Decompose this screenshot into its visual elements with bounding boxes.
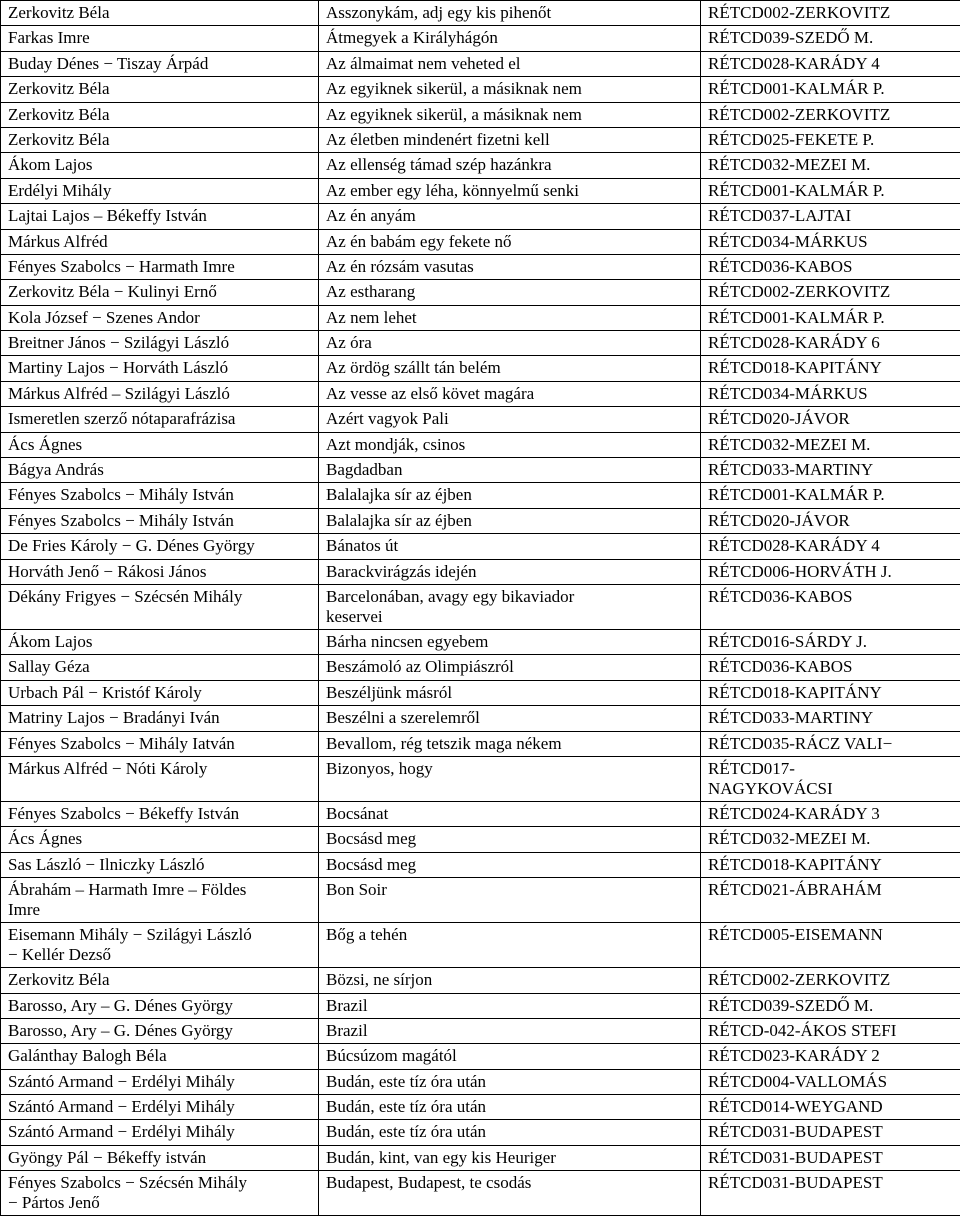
album-code-cell: RÉTCD032-MEZEI M. bbox=[701, 153, 960, 178]
album-code-cell: RÉTCD002-ZERKOVITZ bbox=[701, 102, 960, 127]
composer-lyricist-cell: Zerkovitz Béla bbox=[1, 102, 319, 127]
composer-lyricist-cell: Bágya András bbox=[1, 458, 319, 483]
album-code-cell: RÉTCD-042-ÁKOS STEFI bbox=[701, 1018, 960, 1043]
album-code-cell: RÉTCD031-BUDAPEST bbox=[701, 1145, 960, 1170]
album-code-cell: RÉTCD024-KARÁDY 3 bbox=[701, 801, 960, 826]
song-title-cell: Brazil bbox=[319, 1018, 701, 1043]
composer-lyricist-cell: Martiny Lajos − Horváth László bbox=[1, 356, 319, 381]
album-code-cell: RÉTCD023-KARÁDY 2 bbox=[701, 1044, 960, 1069]
album-code-cell: RÉTCD020-JÁVOR bbox=[701, 407, 960, 432]
composer-lyricist-cell: Farkas Imre bbox=[1, 26, 319, 51]
table-row bbox=[1, 629, 960, 654]
album-code-cell: RÉTCD016-SÁRDY J. bbox=[701, 629, 960, 654]
composer-lyricist-cell: Zerkovitz Béla bbox=[1, 968, 319, 993]
table-row bbox=[1, 1145, 960, 1170]
composer-lyricist-cell: Márkus Alfréd bbox=[1, 229, 319, 254]
album-code-cell: RÉTCD018-KAPITÁNY bbox=[701, 680, 960, 705]
album-code-cell: RÉTCD001-KALMÁR P. bbox=[701, 178, 960, 203]
album-code-cell: RÉTCD035-RÁCZ VALI− bbox=[701, 731, 960, 756]
song-title-cell: Brazil bbox=[319, 993, 701, 1018]
song-title-cell: Az egyiknek sikerül, a másiknak nem bbox=[319, 77, 701, 102]
table-row bbox=[1, 407, 960, 432]
composer-lyricist-cell: Zerkovitz Béla bbox=[1, 1, 319, 26]
table-row bbox=[1, 1095, 960, 1120]
table-row bbox=[1, 655, 960, 680]
table-row bbox=[1, 559, 960, 584]
song-title-cell: Asszonykám, adj egy kis pihenőt bbox=[319, 1, 701, 26]
table-row bbox=[1, 923, 960, 968]
table-row bbox=[1, 77, 960, 102]
table-row bbox=[1, 1044, 960, 1069]
composer-lyricist-cell: Márkus Alfréd – Szilágyi László bbox=[1, 381, 319, 406]
table-row bbox=[1, 852, 960, 877]
table-row bbox=[1, 534, 960, 559]
composer-lyricist-cell: Fényes Szabolcs − Harmath Imre bbox=[1, 254, 319, 279]
album-code-cell: RÉTCD021-ÁBRAHÁM bbox=[701, 878, 960, 923]
song-title-cell: Az estharang bbox=[319, 280, 701, 305]
table-row bbox=[1, 968, 960, 993]
table-row bbox=[1, 827, 960, 852]
song-title-cell: Bözsi, ne sírjon bbox=[319, 968, 701, 993]
table-row bbox=[1, 508, 960, 533]
table-row bbox=[1, 26, 960, 51]
composer-lyricist-cell: Urbach Pál − Kristóf Károly bbox=[1, 680, 319, 705]
table-row bbox=[1, 1171, 960, 1216]
song-title-cell: Bizonyos, hogy bbox=[319, 756, 701, 801]
composer-lyricist-cell: Zerkovitz Béla bbox=[1, 127, 319, 152]
table-row bbox=[1, 1069, 960, 1094]
album-code-cell: RÉTCD004-VALLOMÁS bbox=[701, 1069, 960, 1094]
song-title-cell: Barcelonában, avagy egy bikaviador keservei bbox=[319, 584, 701, 629]
composer-lyricist-cell: Szántó Armand − Erdélyi Mihály bbox=[1, 1120, 319, 1145]
song-title-cell: Azért vagyok Pali bbox=[319, 407, 701, 432]
album-code-cell: RÉTCD028-KARÁDY 4 bbox=[701, 534, 960, 559]
composer-lyricist-cell: Kola József − Szenes Andor bbox=[1, 305, 319, 330]
composer-lyricist-cell: Gyöngy Pál − Békeffy istván bbox=[1, 1145, 319, 1170]
composer-lyricist-cell: Buday Dénes − Tiszay Árpád bbox=[1, 51, 319, 76]
composer-lyricist-cell: Fényes Szabolcs − Békeffy István bbox=[1, 801, 319, 826]
composer-lyricist-cell: Fényes Szabolcs − Mihály István bbox=[1, 508, 319, 533]
song-title-cell: Bárha nincsen egyebem bbox=[319, 629, 701, 654]
song-title-cell: Az egyiknek sikerül, a másiknak nem bbox=[319, 102, 701, 127]
song-title-cell: Bocsánat bbox=[319, 801, 701, 826]
album-code-cell: RÉTCD028-KARÁDY 6 bbox=[701, 331, 960, 356]
song-title-cell: Az nem lehet bbox=[319, 305, 701, 330]
composer-lyricist-cell: Sallay Géza bbox=[1, 655, 319, 680]
composer-lyricist-cell: Ákom Lajos bbox=[1, 153, 319, 178]
table-row bbox=[1, 801, 960, 826]
composer-lyricist-cell: Fényes Szabolcs − Mihály Iatván bbox=[1, 731, 319, 756]
album-code-cell: RÉTCD028-KARÁDY 4 bbox=[701, 51, 960, 76]
song-title-cell: Bocsásd meg bbox=[319, 852, 701, 877]
song-title-cell: Balalajka sír az éjben bbox=[319, 483, 701, 508]
album-code-cell: RÉTCD002-ZERKOVITZ bbox=[701, 968, 960, 993]
composer-lyricist-cell: Barosso, Ary – G. Dénes György bbox=[1, 993, 319, 1018]
composer-lyricist-cell: Eisemann Mihály − Szilágyi László − Kellér Dezső bbox=[1, 923, 319, 968]
table-row bbox=[1, 254, 960, 279]
album-code-cell: RÉTCD018-KAPITÁNY bbox=[701, 852, 960, 877]
album-code-cell: RÉTCD031-BUDAPEST bbox=[701, 1171, 960, 1216]
song-table-body bbox=[1, 1, 960, 1216]
song-title-cell: Bőg a tehén bbox=[319, 923, 701, 968]
table-row bbox=[1, 1, 960, 26]
song-title-cell: Bocsásd meg bbox=[319, 827, 701, 852]
composer-lyricist-cell: Márkus Alfréd − Nóti Károly bbox=[1, 756, 319, 801]
album-code-cell: RÉTCD034-MÁRKUS bbox=[701, 229, 960, 254]
composer-lyricist-cell: Zerkovitz Béla − Kulinyi Ernő bbox=[1, 280, 319, 305]
table-row bbox=[1, 680, 960, 705]
table-row bbox=[1, 381, 960, 406]
table-row bbox=[1, 432, 960, 457]
song-title-cell: Bon Soir bbox=[319, 878, 701, 923]
composer-lyricist-cell: Szántó Armand − Erdélyi Mihály bbox=[1, 1095, 319, 1120]
song-title-cell: Budán, este tíz óra után bbox=[319, 1069, 701, 1094]
song-title-cell: Az én anyám bbox=[319, 204, 701, 229]
song-title-cell: Bánatos út bbox=[319, 534, 701, 559]
album-code-cell: RÉTCD001-KALMÁR P. bbox=[701, 483, 960, 508]
table-row bbox=[1, 178, 960, 203]
song-title-cell: Az én babám egy fekete nő bbox=[319, 229, 701, 254]
composer-lyricist-cell: Sas László − Ilniczky László bbox=[1, 852, 319, 877]
album-code-cell: RÉTCD032-MEZEI M. bbox=[701, 827, 960, 852]
composer-lyricist-cell: Lajtai Lajos – Békeffy István bbox=[1, 204, 319, 229]
album-code-cell: RÉTCD034-MÁRKUS bbox=[701, 381, 960, 406]
album-code-cell: RÉTCD036-KABOS bbox=[701, 584, 960, 629]
song-title-cell: Bevallom, rég tetszik maga nékem bbox=[319, 731, 701, 756]
album-code-cell: RÉTCD037-LAJTAI bbox=[701, 204, 960, 229]
album-code-cell: RÉTCD006-HORVÁTH J. bbox=[701, 559, 960, 584]
album-code-cell: RÉTCD014-WEYGAND bbox=[701, 1095, 960, 1120]
song-title-cell: Bagdadban bbox=[319, 458, 701, 483]
song-title-cell: Budán, este tíz óra után bbox=[319, 1095, 701, 1120]
table-row bbox=[1, 331, 960, 356]
album-code-cell: RÉTCD036-KABOS bbox=[701, 254, 960, 279]
table-row bbox=[1, 483, 960, 508]
composer-lyricist-cell: Erdélyi Mihály bbox=[1, 178, 319, 203]
composer-lyricist-cell: De Fries Károly − G. Dénes György bbox=[1, 534, 319, 559]
table-row bbox=[1, 878, 960, 923]
composer-lyricist-cell: Ismeretlen szerző nótaparafrázisa bbox=[1, 407, 319, 432]
song-title-cell: Az álmaimat nem veheted el bbox=[319, 51, 701, 76]
table-row bbox=[1, 731, 960, 756]
album-code-cell: RÉTCD032-MEZEI M. bbox=[701, 432, 960, 457]
song-title-cell: Budán, kint, van egy kis Heuriger bbox=[319, 1145, 701, 1170]
song-title-cell: Beszámoló az Olimpiászról bbox=[319, 655, 701, 680]
album-code-cell: RÉTCD033-MARTINY bbox=[701, 458, 960, 483]
composer-lyricist-cell: Fényes Szabolcs − Mihály István bbox=[1, 483, 319, 508]
song-title-cell: Az ember egy léha, könnyelmű senki bbox=[319, 178, 701, 203]
song-title-cell: Beszélni a szerelemről bbox=[319, 706, 701, 731]
table-row bbox=[1, 229, 960, 254]
composer-lyricist-cell: Matriny Lajos − Bradányi Iván bbox=[1, 706, 319, 731]
song-title-cell: Budán, este tíz óra után bbox=[319, 1120, 701, 1145]
composer-lyricist-cell: Fényes Szabolcs − Szécsén Mihály − Pártos Jenő bbox=[1, 1171, 319, 1216]
table-row bbox=[1, 458, 960, 483]
composer-lyricist-cell: Ács Ágnes bbox=[1, 432, 319, 457]
table-row bbox=[1, 204, 960, 229]
song-title-cell: Beszéljünk másról bbox=[319, 680, 701, 705]
song-title-cell: Barackvirágzás idején bbox=[319, 559, 701, 584]
table-row bbox=[1, 1018, 960, 1043]
composer-lyricist-cell: Breitner János − Szilágyi László bbox=[1, 331, 319, 356]
composer-lyricist-cell: Zerkovitz Béla bbox=[1, 77, 319, 102]
album-code-cell: RÉTCD005-EISEMANN bbox=[701, 923, 960, 968]
song-title-cell: Búcsúzom magától bbox=[319, 1044, 701, 1069]
album-code-cell: RÉTCD001-KALMÁR P. bbox=[701, 77, 960, 102]
album-code-cell: RÉTCD036-KABOS bbox=[701, 655, 960, 680]
table-row bbox=[1, 584, 960, 629]
composer-lyricist-cell: Szántó Armand − Erdélyi Mihály bbox=[1, 1069, 319, 1094]
album-code-cell: RÉTCD033-MARTINY bbox=[701, 706, 960, 731]
album-code-cell: RÉTCD002-ZERKOVITZ bbox=[701, 1, 960, 26]
table-row bbox=[1, 993, 960, 1018]
song-title-cell: Az ellenség támad szép hazánkra bbox=[319, 153, 701, 178]
composer-lyricist-cell: Ákom Lajos bbox=[1, 629, 319, 654]
album-code-cell: RÉTCD025-FEKETE P. bbox=[701, 127, 960, 152]
table-row bbox=[1, 102, 960, 127]
composer-lyricist-cell: Ács Ágnes bbox=[1, 827, 319, 852]
table-row bbox=[1, 127, 960, 152]
composer-lyricist-cell: Horváth Jenő − Rákosi János bbox=[1, 559, 319, 584]
album-code-cell: RÉTCD002-ZERKOVITZ bbox=[701, 280, 960, 305]
composer-lyricist-cell: Dékány Frigyes − Szécsén Mihály bbox=[1, 584, 319, 629]
table-row bbox=[1, 153, 960, 178]
album-code-cell: RÉTCD039-SZEDŐ M. bbox=[701, 26, 960, 51]
album-code-cell: RÉTCD020-JÁVOR bbox=[701, 508, 960, 533]
table-row bbox=[1, 1120, 960, 1145]
album-code-cell: RÉTCD018-KAPITÁNY bbox=[701, 356, 960, 381]
song-title-cell: Az én rózsám vasutas bbox=[319, 254, 701, 279]
song-title-cell: Az ördög szállt tán belém bbox=[319, 356, 701, 381]
table-row bbox=[1, 706, 960, 731]
song-title-cell: Azt mondják, csinos bbox=[319, 432, 701, 457]
song-title-cell: Budapest, Budapest, te csodás bbox=[319, 1171, 701, 1216]
table-row bbox=[1, 305, 960, 330]
song-title-cell: Balalajka sír az éjben bbox=[319, 508, 701, 533]
composer-lyricist-cell: Ábrahám – Harmath Imre – Földes Imre bbox=[1, 878, 319, 923]
composer-lyricist-cell: Barosso, Ary – G. Dénes György bbox=[1, 1018, 319, 1043]
album-code-cell: RÉTCD001-KALMÁR P. bbox=[701, 305, 960, 330]
table-row bbox=[1, 280, 960, 305]
table-row bbox=[1, 51, 960, 76]
album-code-cell: RÉTCD039-SZEDŐ M. bbox=[701, 993, 960, 1018]
album-code-cell: RÉTCD031-BUDAPEST bbox=[701, 1120, 960, 1145]
song-title-cell: Átmegyek a Királyhágón bbox=[319, 26, 701, 51]
table-row bbox=[1, 756, 960, 801]
song-title-cell: Az óra bbox=[319, 331, 701, 356]
composer-lyricist-cell: Galánthay Balogh Béla bbox=[1, 1044, 319, 1069]
album-code-cell: RÉTCD017- NAGYKOVÁCSI bbox=[701, 756, 960, 801]
table-row bbox=[1, 356, 960, 381]
song-title-cell: Az vesse az első követ magára bbox=[319, 381, 701, 406]
song-title-cell: Az életben mindenért fizetni kell bbox=[319, 127, 701, 152]
